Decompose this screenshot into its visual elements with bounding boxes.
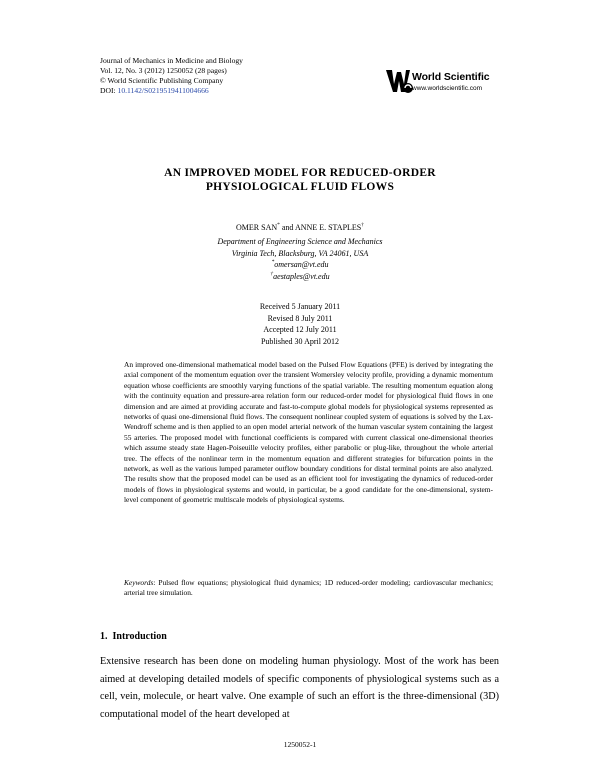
keywords (124, 578, 493, 599)
world-scientific-logo-icon (384, 66, 414, 96)
page-number: 1250052-1 (283, 740, 317, 749)
author-list (0, 223, 600, 232)
author-separator: and (279, 223, 295, 232)
journal-doi-line (100, 86, 243, 96)
journal-copyright: © World Scientific Publishing Company (100, 76, 224, 85)
abstract: An improved one-dimensional mathematical model based on the Pulsed Flow Equations (PFE) is derived by integrating the axial component of the momentum equation over the transient Womersley velocity profile, providing a dynamic momentum equation whose coefficients are smoothly varying functions of the spatial variable. The resulting momentum equation along with the continuity equation and pressure-area relation form our reduced-order model for physiological fluid flows in one dimension and are aimed at providing accurate and fast-to-compute global models for physiological systems represented as networks of quasi one-dimensional fluid flows. The consequent nonlinear coupled system of equations is solved by the Lax-Wendroff scheme and is then applied to an open model arterial network of the human vascular system containing the largest 55 arteries. The proposed model with functional coefficients is compared with current classical one-dimensional theories which assume steady state Hagen-Poiseuille velocity profiles, either parabolic or plug-like, throughout the whole arterial tree. The effects of the nonlinear term in the momentum equation and different strategies for bifurcation points in the network, as well as the various lumped parameter outflow boundary conditions for distal terminal points are also analyzed. The results show that the proposed model can be used as an efficient tool for investigating the dynamics of reduced-order models of flows in physiological systems and would, in particular, be a good candidate for the one-dimensional, system-level component of geometric multiscale models of physiological systems. (124, 360, 493, 505)
author-2: ANNE E. STAPLES (294, 223, 362, 232)
title-line-1: AN IMPROVED MODEL FOR REDUCED-ORDER (164, 167, 436, 179)
publication-dates (0, 301, 600, 347)
paper-title (0, 166, 600, 194)
email-1-mark: * (271, 259, 275, 265)
email-2-line (0, 271, 600, 283)
keywords-label: Keywords (124, 578, 154, 587)
doi-link[interactable]: 10.1142/S0219519411004666 (117, 86, 209, 95)
author-1: OMER SAN (236, 223, 278, 232)
author-1-mark: * (277, 222, 280, 228)
publisher-url[interactable]: www.worldscientific.com (412, 85, 483, 92)
institution: Virginia Tech, Blacksburg, VA 24061, USA (231, 248, 369, 258)
affiliation (0, 236, 600, 282)
email-2[interactable]: aestaples@vt.edu (273, 271, 330, 281)
date-received: Received 5 January 2011 (259, 302, 341, 311)
journal-volume: Vol. 12, No. 3 (2012) 1250052 (28 pages) (100, 66, 227, 75)
date-accepted: Accepted 12 July 2011 (263, 325, 337, 334)
email-1-line (0, 259, 600, 271)
keywords-text: : Pulsed flow equations; physiological fluid dynamics; 1D reduced-order modeling; cardiovascular mechanics; arterial tree simulation. (124, 578, 493, 598)
section-heading: 1. Introduction (100, 631, 167, 642)
author-2-mark: † (361, 222, 364, 228)
doi-label: DOI: (100, 86, 116, 95)
email-2-mark: † (270, 270, 274, 277)
date-revised: Revised 8 July 2011 (267, 313, 333, 323)
date-published: Published 30 April 2012 (260, 336, 339, 346)
journal-name: Journal of Mechanics in Medicine and Biology (100, 56, 243, 65)
email-1[interactable]: omersan@vt.edu (274, 260, 329, 269)
publisher-name: World Scientific (412, 71, 490, 83)
publisher-logo (384, 66, 514, 100)
department: Department of Engineering Science and Mechanics (217, 237, 383, 246)
title-line-2: PHYSIOLOGICAL FLUID FLOWS (205, 181, 395, 193)
section-body: Extensive research has been done on modeling human physiology. Most of the work has been aimed at developing detailed models of specific components of physiological systems such as a cell, vein, molecule, or heart valve. One example of such an effort is the three-dimensional (3D) computational model of the heart developed at (100, 656, 499, 720)
journal-header (100, 56, 243, 96)
